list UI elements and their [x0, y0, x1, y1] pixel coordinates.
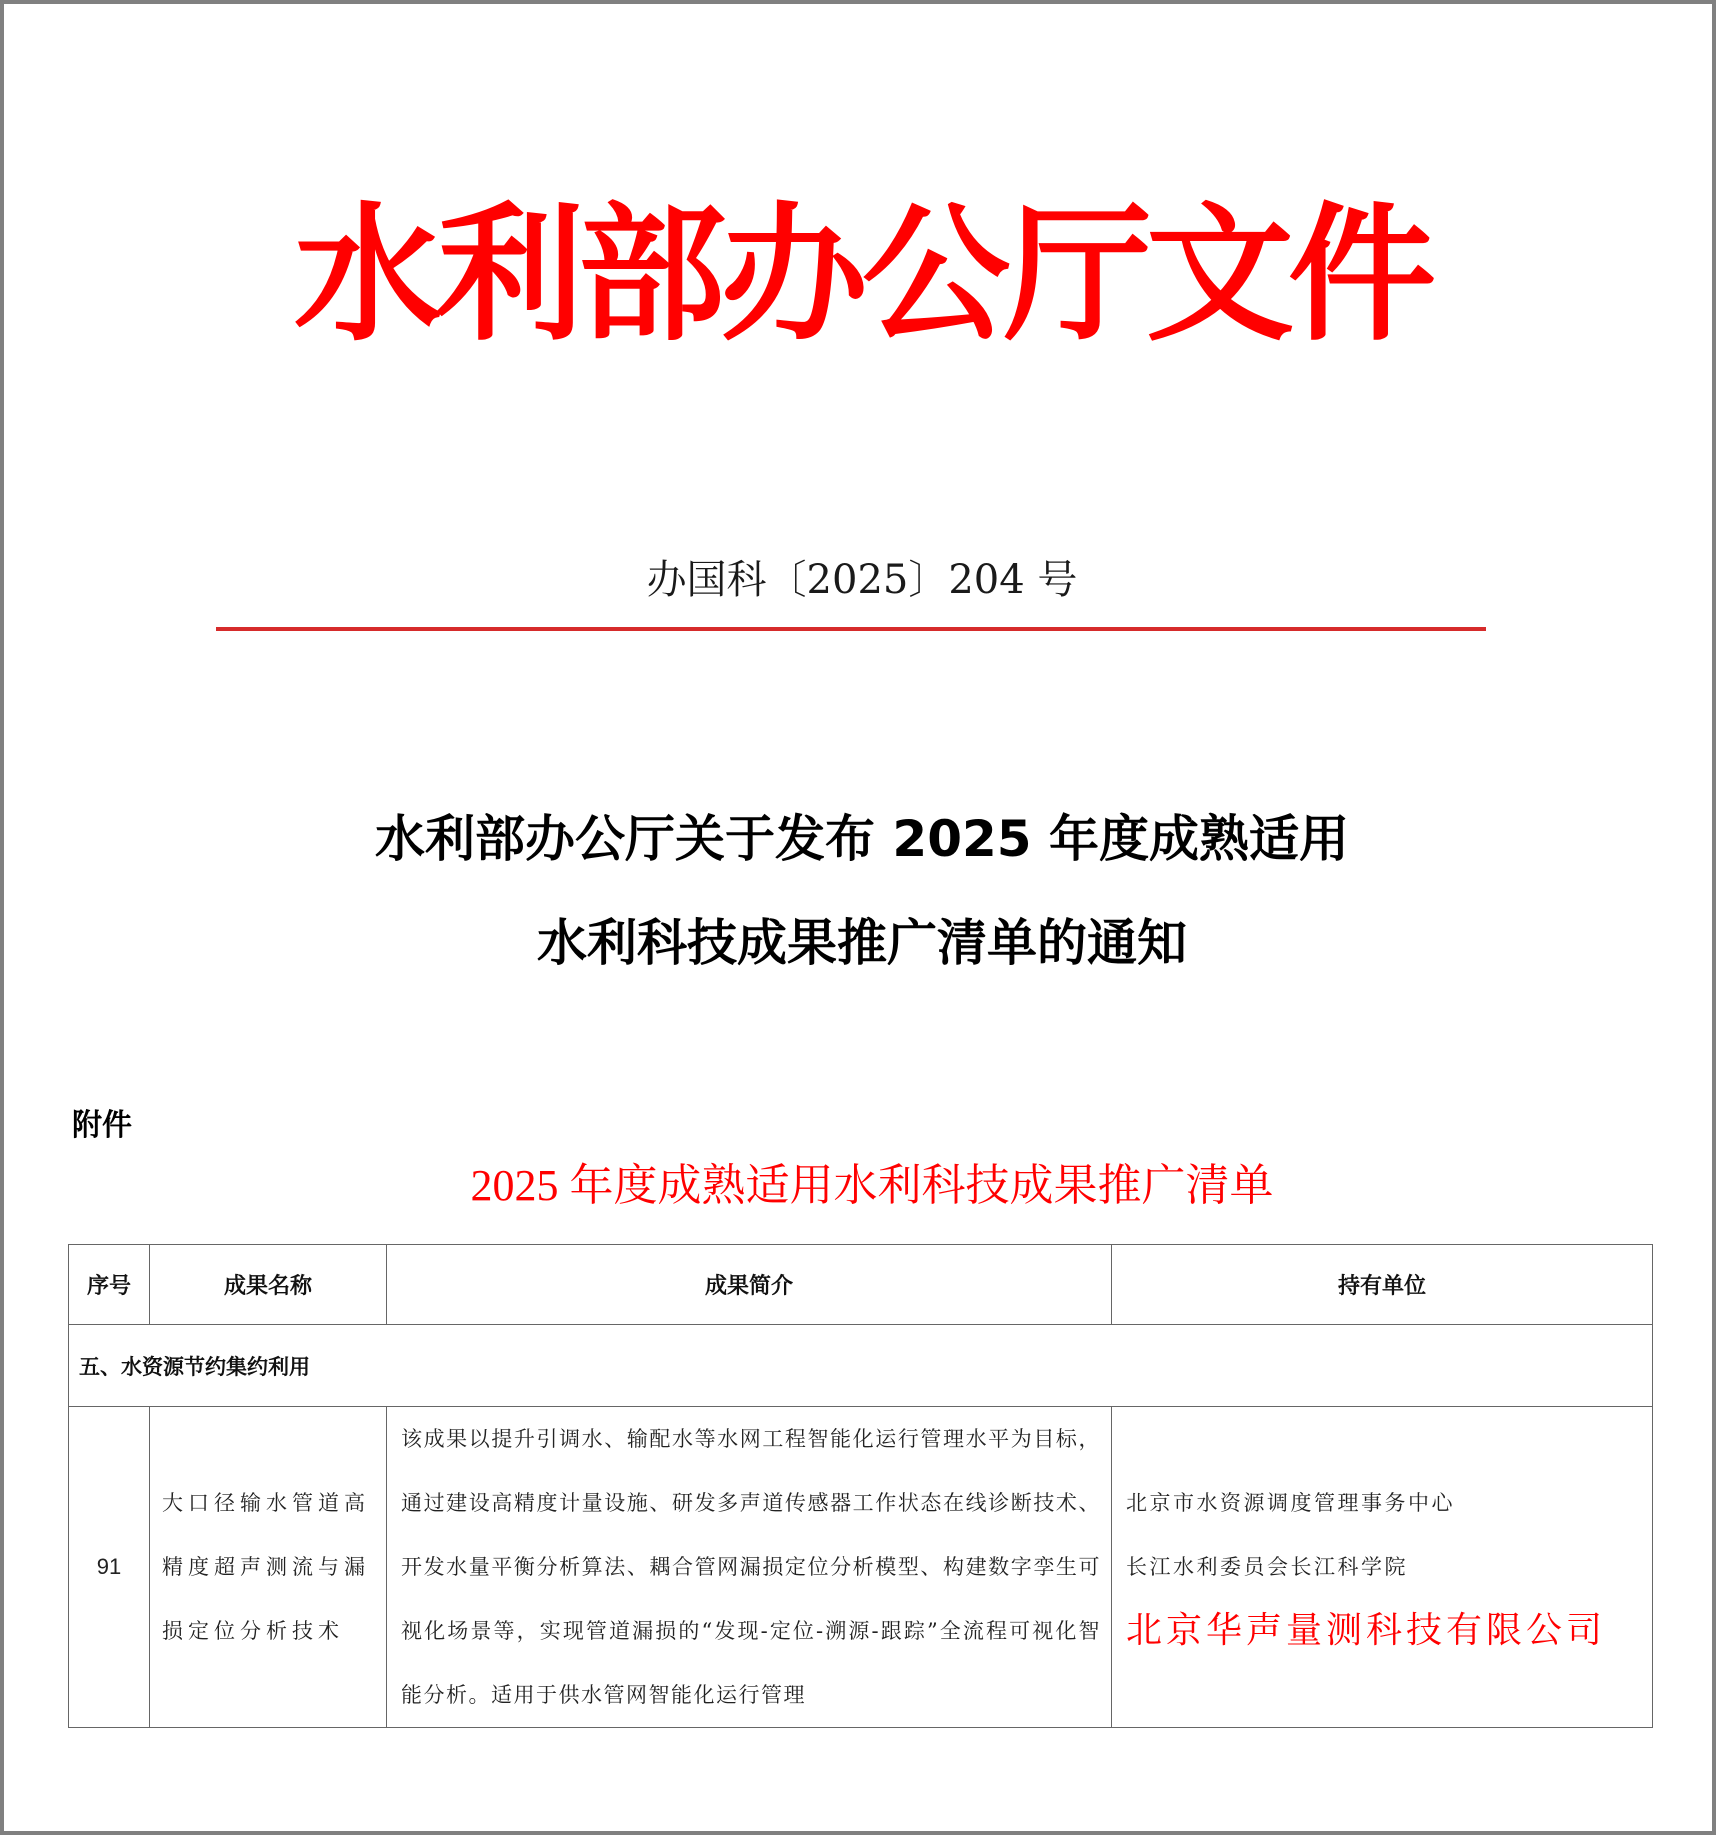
- results-table: [68, 1244, 1653, 1728]
- holder-2: 长江水利委员会长江科学院: [1126, 1555, 1408, 1579]
- red-divider-rule: [216, 627, 1486, 631]
- row-description: 该成果以提升引调水、输配水等水网工程智能化运行管理水平为目标，通过建设高精度计量设施、研发多声道传感器工作状态在线诊断技术、开发水量平衡分析算法、耦合管网漏损定位分析模型、构建数字孪生可视化场景等，实现管道漏损的“发现-定位-溯源-跟踪”全流程可视化智能分析。适用于供水管网智能化运行管理: [387, 1407, 1112, 1728]
- issuer-title: 水利部办公厅文件: [294, 187, 1430, 361]
- holder-3-highlighted: 北京华声量测科技有限公司: [1126, 1610, 1607, 1651]
- row-holders: [1112, 1407, 1653, 1728]
- header-name: 成果名称: [150, 1245, 387, 1325]
- notice-title-line-1: 水利部办公厅关于发布 2025 年度成熟适用: [375, 810, 1349, 868]
- holder-1: 北京市水资源调度管理事务中心: [1126, 1491, 1455, 1515]
- list-title: 2025 年度成熟适用水利科技成果推广清单: [470, 1161, 1274, 1210]
- row-name: 大口径输水管道高精度超声测流与漏损定位分析技术: [150, 1407, 387, 1728]
- document-number: 办国科〔2025〕204 号: [646, 557, 1078, 603]
- section-label: 五、水资源节约集约利用: [69, 1325, 1653, 1407]
- table-header-row: [69, 1245, 1653, 1325]
- section-row: [69, 1325, 1653, 1407]
- table-row: [69, 1407, 1653, 1728]
- row-index: 91: [69, 1407, 150, 1728]
- header-index: 序号: [69, 1245, 150, 1325]
- notice-title-line-2: 水利科技成果推广清单的通知: [537, 914, 1187, 972]
- header-description: 成果简介: [387, 1245, 1112, 1325]
- header-holder: 持有单位: [1112, 1245, 1653, 1325]
- attachment-label: 附件: [72, 1108, 132, 1143]
